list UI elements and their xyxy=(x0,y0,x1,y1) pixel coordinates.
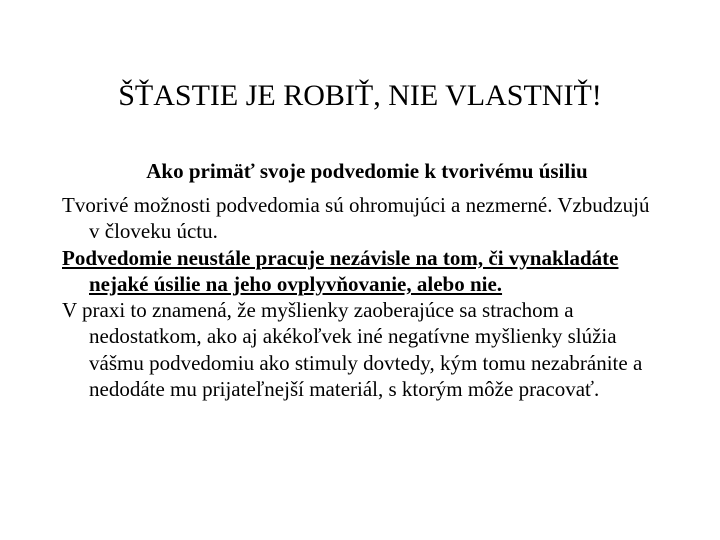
slide-body xyxy=(62,192,662,402)
paragraph-in-practice: V praxi to znamená, že myšlienky zaoberajúce sa strachom a nedostatkom, ako aj akékoľvek iné negatívne myšlienky slúžia vášmu podvedomiu ako stimuly dovtedy, kým tomu nezabránite a nedodáte mu prijateľnejší materiál, s ktorým môže pracovať. xyxy=(62,298,643,402)
slide-title: ŠŤASTIE JE ROBIŤ, NIE VLASTNIŤ! xyxy=(118,79,602,112)
slide-subtitle: Ako primäť svoje podvedomie k tvorivému úsiliu xyxy=(146,159,588,183)
paragraph-creative-possibilities: Tvorivé možnosti podvedomia sú ohromujúci a nezmerné. Vzbudzujú v človeku úctu. xyxy=(62,193,650,244)
paragraph-subconscious-works: Podvedomie neustále pracuje nezávisle na tom, či vynakladáte nejaké úsilie na jeho ovplyvňovanie, alebo nie. xyxy=(62,245,619,296)
